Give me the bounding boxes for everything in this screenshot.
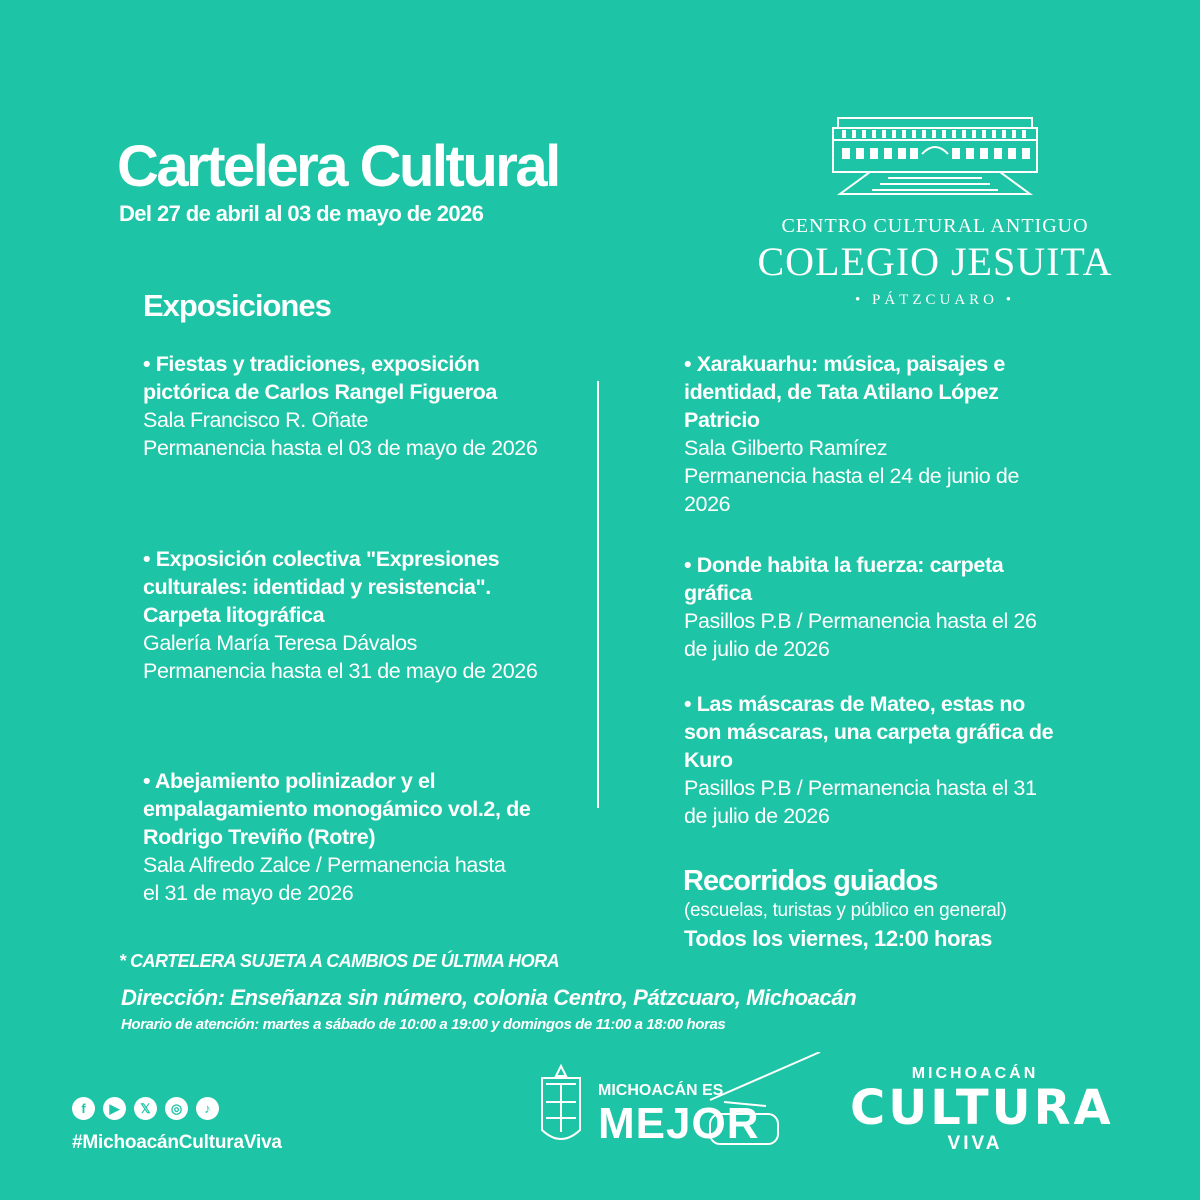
facebook-icon[interactable]: f (72, 1097, 95, 1120)
exhibition-detail: Sala Alfredo Zalce / Permanencia hasta el 31 de mayo de 2026 (143, 853, 506, 905)
exhibition-detail: Galería María Teresa Dávalos Permanencia hasta el 31 de mayo de 2026 (143, 631, 538, 683)
exhibition-item (143, 545, 563, 685)
section-title: Exposiciones (143, 288, 331, 323)
gov-logo-text: MEJOR (598, 1099, 760, 1148)
address: Dirección: Enseñanza sin número, colonia Centro, Pátzcuaro, Michoacán (121, 985, 857, 1010)
date-range: Del 27 de abril al 03 de mayo de 2026 (119, 201, 484, 226)
exhibition-title: • Abejamiento polinizador y el empalagamiento monogámico vol.2, de Rodrigo Treviño (Rotre) (143, 769, 531, 849)
venue-logo-line2: COLEGIO JESUITA (757, 239, 1113, 284)
hashtag: #MichoacánCulturaViva (72, 1132, 282, 1153)
instagram-icon[interactable]: ◎ (165, 1097, 188, 1120)
building-icon (830, 112, 1040, 197)
exhibition-title: • Fiestas y tradiciones, exposición pictórica de Carlos Rangel Figueroa (143, 352, 497, 404)
tours-title: Recorridos guiados (683, 865, 938, 897)
social-icons (72, 1097, 219, 1120)
page-title: Cartelera Cultural (117, 134, 559, 199)
exhibition-item (143, 350, 563, 462)
exhibition-item (684, 551, 1064, 663)
exhibition-detail: Pasillos P.B / Permanencia hasta el 26 de julio de 2026 (684, 609, 1037, 661)
exhibition-item (143, 767, 533, 907)
x-icon[interactable]: 𝕏 (134, 1097, 157, 1120)
opening-hours: Horario de atención: martes a sábado de 10:00 a 19:00 y domingos de 11:00 a 18:00 horas (121, 1016, 726, 1033)
exhibition-item (684, 690, 1064, 830)
exhibition-title: • Las máscaras de Mateo, estas no son máscaras, una carpeta gráfica de Kuro (684, 692, 1054, 772)
exhibition-detail: Sala Francisco R. Oñate Permanencia hasta el 03 de mayo de 2026 (143, 408, 538, 460)
exhibition-title: • Xarakuarhu: música, paisajes e identidad, de Tata Atilano López Patricio (684, 352, 1005, 432)
schedule-notice: * CARTELERA SUJETA A CAMBIOS DE ÚLTIMA HORA (119, 951, 560, 971)
youtube-icon[interactable]: ▶ (103, 1097, 126, 1120)
tours-subtitle: (escuelas, turistas y público en general) (684, 900, 1007, 921)
tours-time: Todos los viernes, 12:00 horas (684, 926, 992, 951)
gov-logo-top: MICHOACÁN ES (598, 1082, 724, 1099)
culture-logo-bottom: VIVA (947, 1133, 1003, 1155)
exhibition-item (684, 350, 1064, 518)
exhibition-title: • Donde habita la fuerza: carpeta gráfica (684, 553, 1004, 605)
exhibition-detail: Pasillos P.B / Permanencia hasta el 31 de julio de 2026 (684, 776, 1037, 828)
exhibition-title: • Exposición colectiva "Expresiones culturales: identidad y resistencia". Carpeta litográfica (143, 547, 500, 627)
venue-logo-line3: • PÁTZCUARO • (854, 292, 1015, 308)
column-divider (597, 381, 599, 808)
venue-logo-line1: CENTRO CULTURAL ANTIGUO (781, 215, 1089, 237)
exhibition-detail: Sala Gilberto Ramírez Permanencia hasta el 24 de junio de 2026 (684, 436, 1020, 516)
tiktok-icon[interactable]: ♪ (196, 1097, 219, 1120)
venue-logo (740, 112, 1130, 309)
culture-logo (850, 1065, 1114, 1155)
culture-logo-middle: CULTURA (850, 1080, 1114, 1136)
culture-logo-top: MICHOACÁN (911, 1065, 1039, 1082)
